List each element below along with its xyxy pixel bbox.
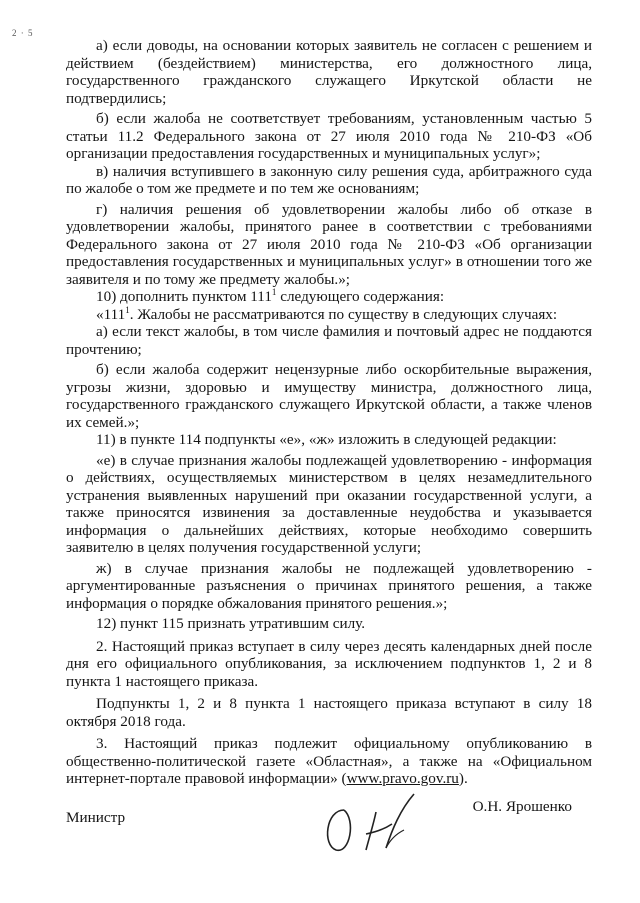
item-12-point-115-void: 12) пункт 115 признать утратившим силу.: [96, 615, 366, 632]
page-corner-mark: 2 · 5: [12, 28, 34, 38]
clause-a-dismissal: а) если доводы, на основании которых заявитель не согласен с решением и действием (бездействием) министерства, его должностного лица, государственного гражданского служащего Иркутской области не подтвердились;: [66, 37, 592, 107]
signature-block: [66, 798, 592, 848]
clause-v-court-decision: в) наличия вступившего в законную силу решения суда, арбитражного суда по жалобе о том же предмете и по тем же основаниям;: [66, 162, 592, 197]
pravo-link[interactable]: www.pravo.gov.ru: [346, 770, 459, 787]
document-body: [66, 37, 592, 788]
point-111-1-heading: «$111^1$. Жалобы не рассматриваются по существу в следующих случаях:: [96, 304, 558, 323]
section-2-effective-date: 2. Настоящий приказ вступает в силу через десять календарных дней после дня его официального опубликования, за исключением подпунктов 1, 2 и 8 пункта 1 настоящего приказа.: [66, 637, 592, 690]
signer-role: Министр: [66, 809, 126, 826]
subpoints-effective-date: Подпункты 1, 2 и 8 пункта 1 настоящего приказа вступают в силу 18 октября 2018 года.: [66, 695, 592, 730]
item-10-add-point: 10) дополнить пунктом $111^1$ следующего содержания:: [96, 287, 445, 305]
handwritten-signature: [314, 790, 424, 860]
clause-g-prior-decision: г) наличия решения об удовлетворении жалобы либо об отказе в удовлетворении жалобы, принятого ранее в соответствии с требованиями Федерального закона от 27 июля 2010 года № 210-ФЗ «Об организации предоставления государственных и муниципальных услуг» в отношении того же заявителя и по тому же предмету жалобы.»;: [66, 200, 592, 288]
clause-a-unreadable: а) если текст жалобы, в том числе фамилия и почтовый адрес не поддаются прочтению;: [66, 323, 592, 358]
signer-name: О.Н. Ярошенко: [472, 798, 572, 815]
clause-b-requirements: б) если жалоба не соответствует требованиям, установленным частью 5 статьи 11.2 Федерального закона от 27 июля 2010 года № 210-ФЗ «Об организации предоставления государственных и муниципальных услуг»;: [66, 110, 592, 162]
clause-b-offensive: б) если жалоба содержит нецензурные либо оскорбительные выражения, угрозы жизни, здоровью и имуществу министра, должностного лица, государственного гражданского служащего Иркутской области, а также членов их семей.»;: [66, 361, 592, 431]
clause-zh-not-satisfied: ж) в случае признания жалобы не подлежащей удовлетворению - аргументированные разъяснения о причинах принятого решения, а также информация о порядке обжалования принятого решения.»;: [66, 559, 592, 612]
item-11-edit-point-114: 11) в пункте 114 подпункты «е», «ж» изложить в следующей редакции:: [96, 431, 557, 448]
clause-e-satisfied: «е) в случае признания жалобы подлежащей удовлетворению - информация о действиях, осуществляемых министерством в целях незамедлительного устранения выявленных нарушений при оказании государственной услуги, а также приносятся извинения за доставленные неудобства и указывается информация о дальнейших действиях, которые необходимо совершить заявителю в целях получения государственной услуги;: [66, 451, 592, 556]
section-3-publication: 3. Настоящий приказ подлежит официальному опубликованию в общественно-политической газете «Областная», а также на «Официальном интернет-портале правовой информации» (www.pravo.gov.ru).: [66, 735, 592, 787]
